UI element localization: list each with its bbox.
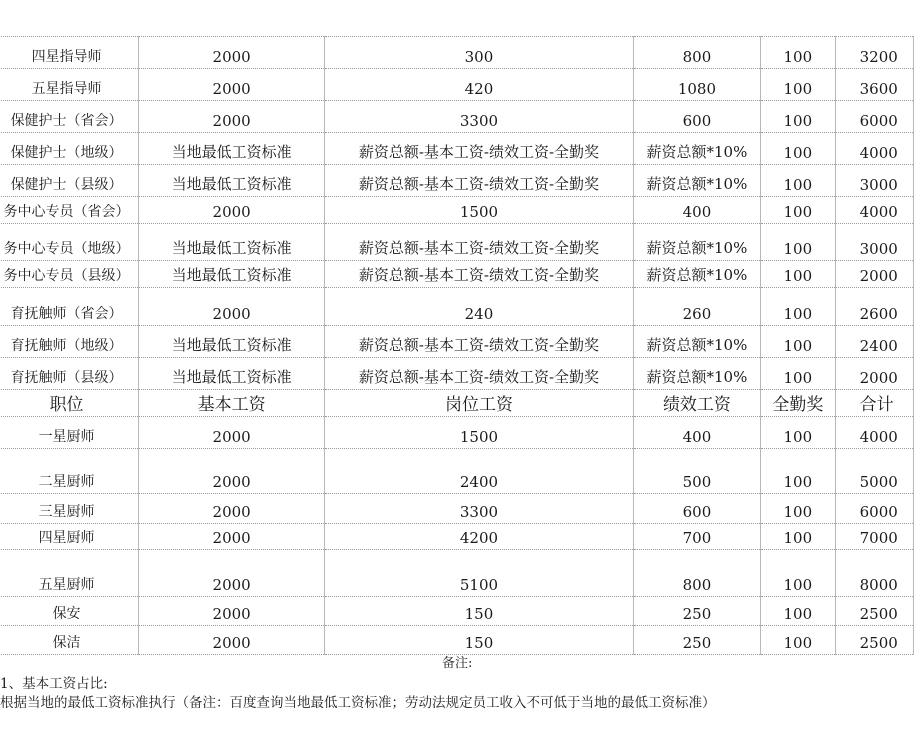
cell-attendance-bonus: 100 [761,101,836,133]
table-row [0,197,914,224]
cell-post-salary: 3300 [325,101,634,133]
note-item-1: 1、基本工资占比: [0,676,108,692]
table-row [0,326,914,358]
table-row [0,524,914,550]
cell-position: 育抚触师（县级） [0,358,139,390]
cell-attendance-bonus: 100 [761,133,836,165]
cell-total: 6000 [835,494,913,524]
cell-attendance-bonus: 100 [761,550,836,597]
table-row [0,494,914,524]
cell-base-salary: 2000 [139,37,325,69]
header-total: 合计 [835,390,913,417]
cell-total: 2000 [835,358,913,390]
cell-position: 五星厨师 [0,550,139,597]
cell-position: 保安 [0,597,139,626]
cell-attendance-bonus: 100 [761,69,836,101]
cell-attendance-bonus: 100 [761,358,836,390]
cell-post-salary: 240 [325,288,634,326]
table-row [0,449,914,494]
cell-post-salary: 1500 [325,417,634,449]
cell-post-salary: 薪资总额-基本工资-绩效工资-全勤奖 [325,261,634,288]
cell-base-salary: 当地最低工资标准 [139,358,325,390]
cell-attendance-bonus: 100 [761,37,836,69]
cell-total: 2500 [835,626,913,655]
cell-post-salary: 150 [325,597,634,626]
cell-performance-salary: 薪资总额*10% [633,326,760,358]
header-performance-salary: 绩效工资 [633,390,760,417]
cell-base-salary: 2000 [139,550,325,597]
cell-position: 务中心专员（地级） [0,224,139,261]
cell-attendance-bonus: 100 [761,494,836,524]
cell-performance-salary: 薪资总额*10% [633,133,760,165]
cell-total: 3200 [835,37,913,69]
table-row [0,288,914,326]
header-base-salary: 基本工资 [139,390,325,417]
cell-position: 一星厨师 [0,417,139,449]
table-row [0,261,914,288]
cell-performance-salary: 600 [633,494,760,524]
cell-position: 三星厨师 [0,494,139,524]
cell-attendance-bonus: 100 [761,326,836,358]
cell-post-salary: 薪资总额-基本工资-绩效工资-全勤奖 [325,326,634,358]
cell-base-salary: 当地最低工资标准 [139,326,325,358]
cell-post-salary: 1500 [325,197,634,224]
header-position: 职位 [0,390,139,417]
cell-position: 育抚触师（省会） [0,288,139,326]
upper-rows [0,37,914,390]
cell-base-salary: 2000 [139,449,325,494]
cell-attendance-bonus: 100 [761,597,836,626]
cell-performance-salary: 薪资总额*10% [633,261,760,288]
cell-base-salary: 2000 [139,288,325,326]
cell-performance-salary: 500 [633,449,760,494]
cell-base-salary: 当地最低工资标准 [139,165,325,197]
cell-post-salary: 5100 [325,550,634,597]
cell-performance-salary: 800 [633,37,760,69]
table-row [0,37,914,69]
cell-performance-salary: 400 [633,417,760,449]
cell-attendance-bonus: 100 [761,261,836,288]
salary-table [0,36,914,655]
cell-post-salary: 3300 [325,494,634,524]
cell-performance-salary: 700 [633,524,760,550]
cell-total: 2600 [835,288,913,326]
cell-post-salary: 4200 [325,524,634,550]
header-attendance-bonus: 全勤奖 [761,390,836,417]
cell-post-salary: 薪资总额-基本工资-绩效工资-全勤奖 [325,358,634,390]
cell-post-salary: 薪资总额-基本工资-绩效工资-全勤奖 [325,165,634,197]
header-rows [0,390,914,417]
table-row [0,165,914,197]
cell-base-salary: 当地最低工资标准 [139,261,325,288]
cell-performance-salary: 600 [633,101,760,133]
cell-post-salary: 150 [325,626,634,655]
cell-attendance-bonus: 100 [761,626,836,655]
cell-base-salary: 2000 [139,494,325,524]
header-post-salary: 岗位工资 [325,390,634,417]
cell-total: 3600 [835,69,913,101]
cell-position: 四星厨师 [0,524,139,550]
cell-position: 保洁 [0,626,139,655]
cell-attendance-bonus: 100 [761,288,836,326]
table-row [0,550,914,597]
table-row [0,626,914,655]
cell-post-salary: 420 [325,69,634,101]
table-header-row [0,390,914,417]
cell-performance-salary: 260 [633,288,760,326]
cell-position: 保健护士（县级） [0,165,139,197]
cell-attendance-bonus: 100 [761,224,836,261]
cell-base-salary: 2000 [139,626,325,655]
cell-post-salary: 300 [325,37,634,69]
table-row [0,69,914,101]
cell-performance-salary: 薪资总额*10% [633,358,760,390]
table-row [0,133,914,165]
lower-rows [0,417,914,655]
cell-base-salary: 当地最低工资标准 [139,224,325,261]
cell-total: 2400 [835,326,913,358]
cell-performance-salary: 1080 [633,69,760,101]
cell-base-salary: 2000 [139,101,325,133]
cell-post-salary: 薪资总额-基本工资-绩效工资-全勤奖 [325,133,634,165]
table-row [0,417,914,449]
cell-position: 务中心专员（县级） [0,261,139,288]
table-row [0,597,914,626]
cell-base-salary: 当地最低工资标准 [139,133,325,165]
cell-position: 四星指导师 [0,37,139,69]
cell-performance-salary: 250 [633,597,760,626]
cell-position: 保健护士（省会） [0,101,139,133]
cell-total: 6000 [835,101,913,133]
cell-base-salary: 2000 [139,69,325,101]
cell-performance-salary: 800 [633,550,760,597]
cell-base-salary: 2000 [139,524,325,550]
cell-base-salary: 2000 [139,197,325,224]
cell-total: 4000 [835,197,913,224]
cell-total: 2000 [835,261,913,288]
cell-attendance-bonus: 100 [761,165,836,197]
cell-position: 务中心专员（省会） [0,197,139,224]
cell-total: 3000 [835,224,913,261]
cell-total: 2500 [835,597,913,626]
cell-performance-salary: 薪资总额*10% [633,224,760,261]
cell-performance-salary: 400 [633,197,760,224]
table-row [0,101,914,133]
notes-title: 备注: [442,656,473,671]
cell-position: 育抚触师（地级） [0,326,139,358]
cell-attendance-bonus: 100 [761,417,836,449]
cell-position: 保健护士（地级） [0,133,139,165]
table-row [0,358,914,390]
cell-attendance-bonus: 100 [761,524,836,550]
cell-base-salary: 2000 [139,417,325,449]
note-item-1-detail: 根据当地的最低工资标准执行（备注：百度查询当地最低工资标准；劳动法规定员工收入不可低于当地的最低工资标准） [0,695,716,711]
cell-attendance-bonus: 100 [761,197,836,224]
cell-total: 4000 [835,417,913,449]
cell-total: 5000 [835,449,913,494]
cell-total: 7000 [835,524,913,550]
cell-post-salary: 薪资总额-基本工资-绩效工资-全勤奖 [325,224,634,261]
cell-post-salary: 2400 [325,449,634,494]
cell-total: 3000 [835,165,913,197]
cell-base-salary: 2000 [139,597,325,626]
table-row [0,224,914,261]
cell-total: 4000 [835,133,913,165]
cell-performance-salary: 250 [633,626,760,655]
cell-attendance-bonus: 100 [761,449,836,494]
cell-total: 8000 [835,550,913,597]
cell-position: 二星厨师 [0,449,139,494]
cell-position: 五星指导师 [0,69,139,101]
cell-performance-salary: 薪资总额*10% [633,165,760,197]
